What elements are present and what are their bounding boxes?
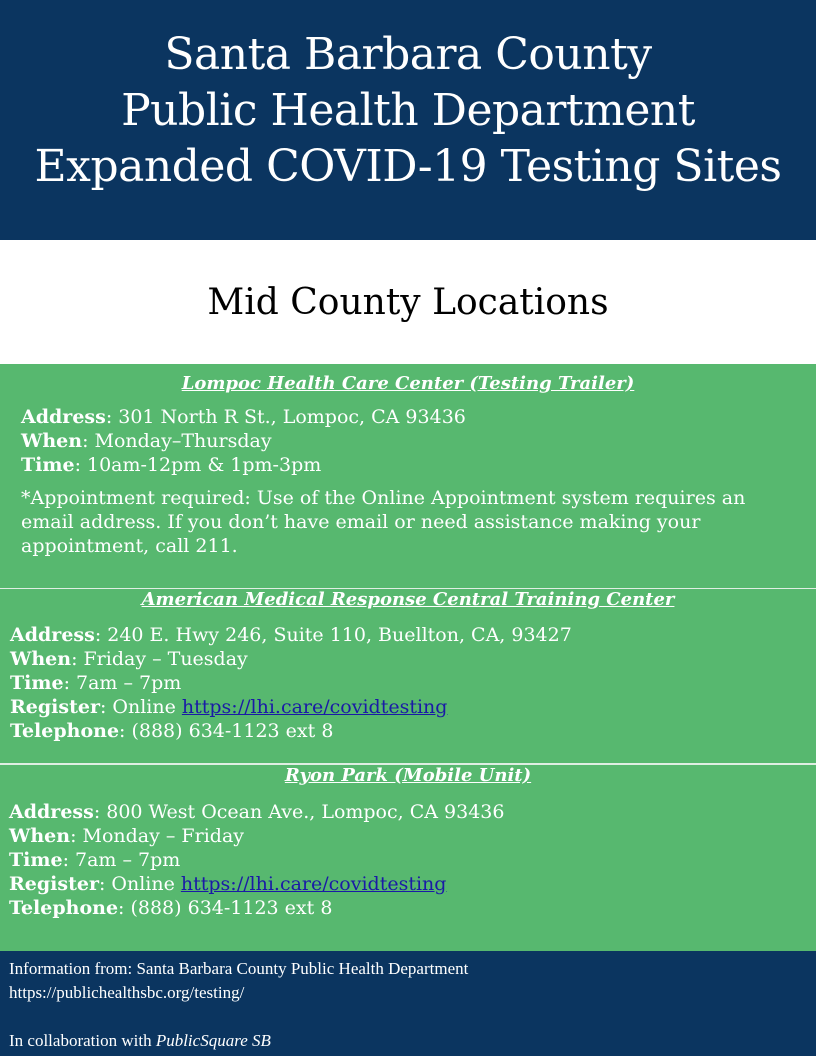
location-block-ryon-park [0,763,816,951]
address-line: Address: 240 E. Hwy 246, Suite 110, Buellton, CA, 93427 [10,624,572,646]
register-link[interactable]: https://lhi.care/covidtesting [180,873,447,895]
when-line: When: Friday – Tuesday [10,648,248,670]
section-subtitle: Mid County Locations [207,281,609,323]
telephone-line: Telephone: (888) 634-1123 ext 8 [9,897,333,919]
footer-source: Information from: Santa Barbara County Public Health Department [9,959,469,978]
address-line: Address: 301 North R St., Lompoc, CA 93436 [21,406,466,428]
location-block-lompoc-health [0,364,816,588]
register-line: Register: Online https://lhi.care/covidtesting [9,873,447,895]
telephone-line: Telephone: (888) 634-1123 ext 8 [10,720,334,742]
title-line-1: Santa Barbara County [164,29,652,80]
location-title: Lompoc Health Care Center (Testing Trailer) [181,373,635,394]
address-line: Address: 800 West Ocean Ave., Lompoc, CA 93436 [9,801,505,823]
register-line: Register: Online https://lhi.care/covidtesting [10,696,448,718]
appointment-note: *Appointment required: Use of the Online Appointment system requires an email address. If you don’t have email or need assistance making your appointment, call 211. [21,487,746,557]
location-title: Ryon Park (Mobile Unit) [284,765,532,786]
title-line-2: Public Health Department [121,85,695,136]
when-line: When: Monday – Friday [9,825,245,847]
time-line: Time: 7am – 7pm [10,672,182,694]
when-line: When: Monday–Thursday [21,430,272,452]
title-line-3: Expanded COVID-19 Testing Sites [34,141,782,192]
footer-collaboration: In collaboration with PublicSquare SB [9,1031,271,1050]
footer-source-url: https://publichealthsbc.org/testing/ [9,983,245,1002]
location-title: American Medical Response Central Training Center [141,589,675,610]
register-link[interactable]: https://lhi.care/covidtesting [181,696,448,718]
header-banner [0,0,816,240]
location-block-amr-training [0,588,816,763]
collaborator-name: PublicSquare SB [155,1031,271,1050]
footer [0,951,816,1056]
time-line: Time: 10am-12pm & 1pm-3pm [21,454,322,476]
time-line: Time: 7am – 7pm [9,849,181,871]
